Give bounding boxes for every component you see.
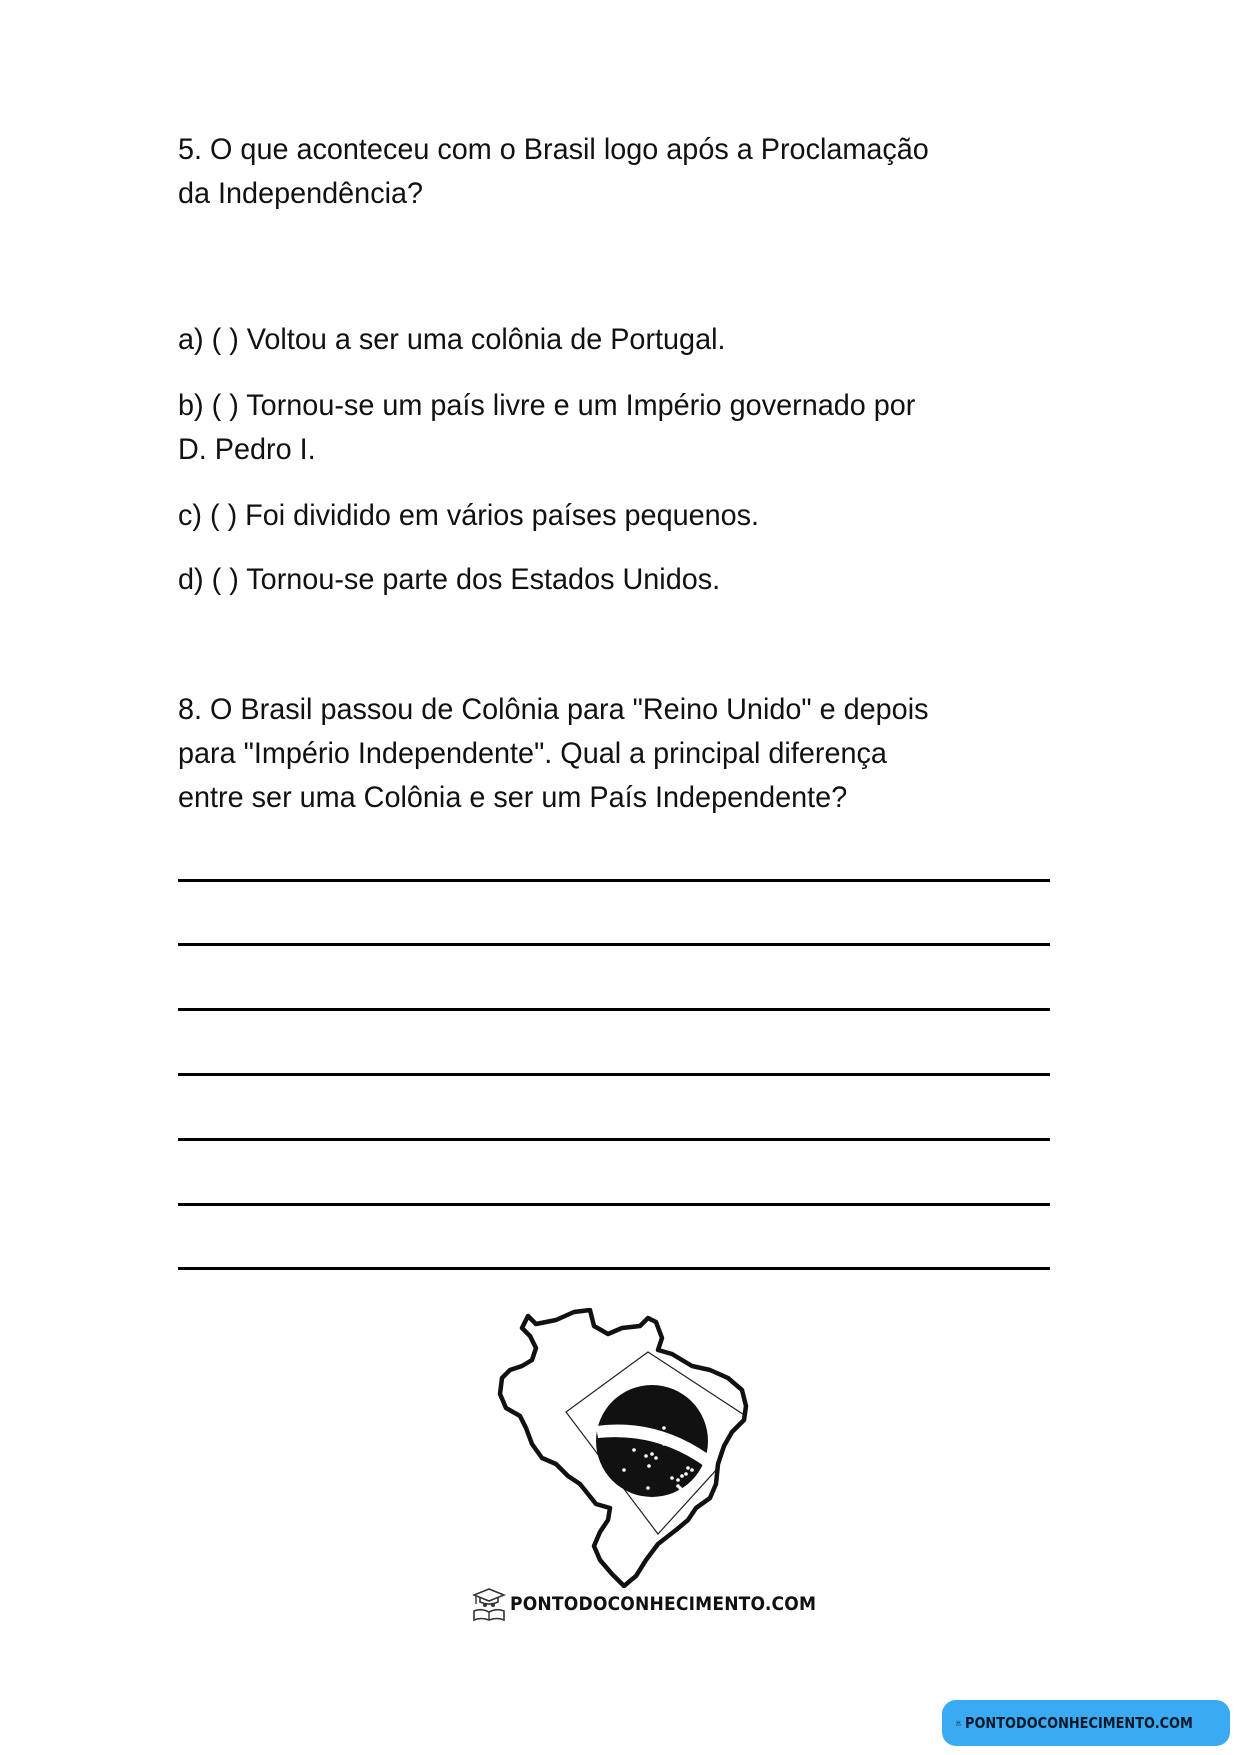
answer-line-1[interactable] bbox=[178, 879, 1050, 882]
question-5-text-line-2: da Independência? bbox=[178, 177, 424, 210]
graduation-cap-book-icon bbox=[956, 1709, 961, 1737]
option-c[interactable]: c) ( ) Foi dividido em vários países pequenos. bbox=[178, 499, 760, 532]
option-a[interactable]: a) ( ) Voltou a ser uma colônia de Portugal. bbox=[178, 323, 726, 356]
question-8-text-line-1: 8. O Brasil passou de Colônia para "Reino Unido" e depois bbox=[178, 693, 929, 726]
graduation-cap-book-icon bbox=[472, 1587, 506, 1621]
option-d[interactable]: d) ( ) Tornou-se parte dos Estados Unidos. bbox=[178, 563, 721, 596]
brazil-map-flag-icon bbox=[496, 1308, 786, 1588]
question-8-text-line-3: entre ser uma Colônia e ser um País Independente? bbox=[178, 781, 848, 814]
site-badge-link[interactable] bbox=[942, 1700, 1230, 1746]
site-logo bbox=[472, 1586, 850, 1622]
site-logo-text: PONTODOCONHECIMENTO.COM bbox=[510, 1593, 817, 1615]
question-5-text-line-1: 5. O que aconteceu com o Brasil logo após a Proclamação bbox=[178, 133, 929, 166]
answer-line-3[interactable] bbox=[178, 1008, 1050, 1011]
question-8-text-line-2: para "Império Independente". Qual a principal diferença bbox=[178, 737, 887, 770]
option-b[interactable]: b) ( ) Tornou-se um país livre e um Império governado por bbox=[178, 389, 916, 422]
answer-line-6[interactable] bbox=[178, 1203, 1050, 1206]
answer-line-5[interactable] bbox=[178, 1138, 1050, 1141]
site-badge-text: PONTODOCONHECIMENTO.COM bbox=[965, 1714, 1193, 1732]
option-b-continued: D. Pedro I. bbox=[178, 433, 316, 466]
answer-line-2[interactable] bbox=[178, 943, 1050, 946]
answer-line-7[interactable] bbox=[178, 1267, 1050, 1270]
answer-line-4[interactable] bbox=[178, 1073, 1050, 1076]
